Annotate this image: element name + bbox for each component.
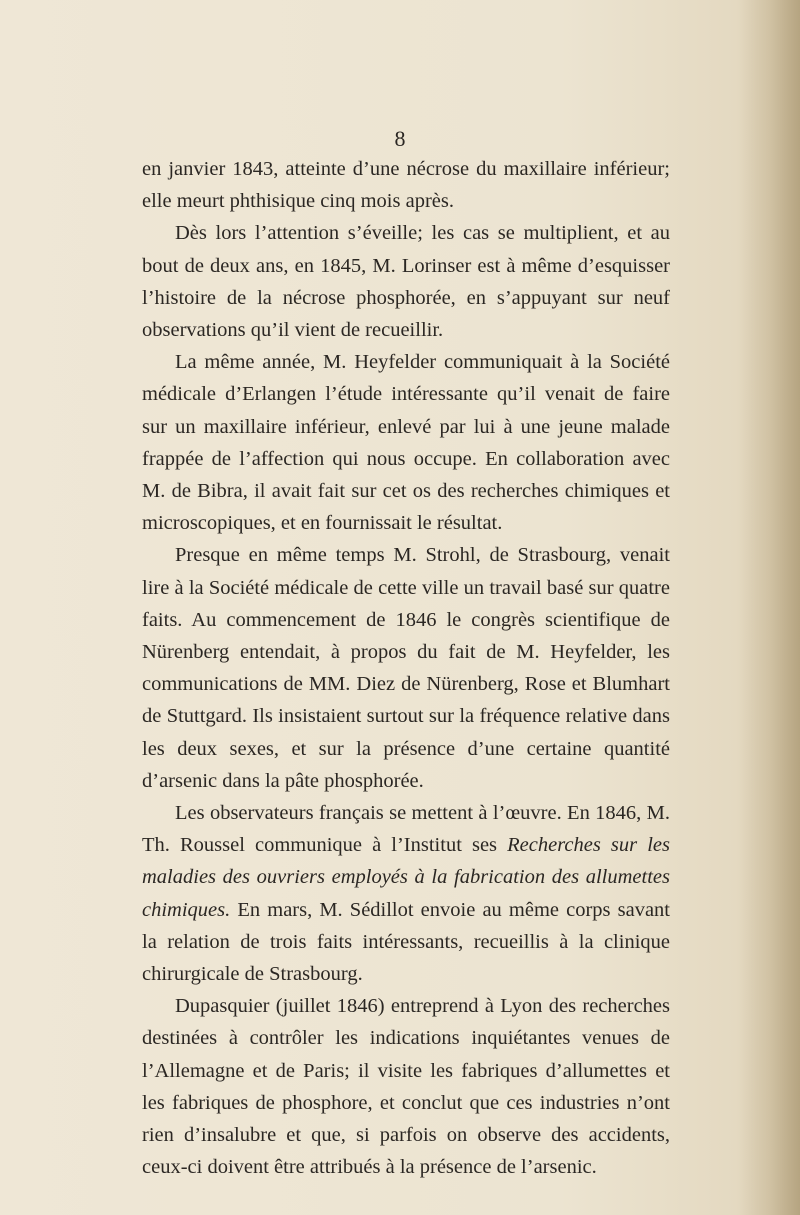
page-number: 8	[394, 126, 406, 151]
page-edge-shadow	[740, 0, 800, 1215]
paragraph-4-text: Presque en même temps M. Strohl, de Strasbourg, venait lire à la Société médicale de cette ville un travail basé sur quatre faits. Au commencement de 1846 le congrès scientifique de Nürenberg entendait, à propos du fait de M. Heyfelder, les communications de MM. Diez de Nürenberg, Rose et Blumhart de Stuttgard. Ils insistaient surtout sur la fréquence relative dans les deux sexes, et sur la présence d’une certaine quantité d’arsenic dans la pâte phosphorée.	[142, 544, 670, 792]
paragraph-4	[142, 539, 670, 797]
paragraph-2-text: Dès lors l’attention s’éveille; les cas se multiplient, et au bout de deux ans, en 1845, M. Lorinser est à même d’esquisser l’histoire de la nécrose phosphorée, en s’appuyant sur neuf observations qu’il vient de recueillir.	[142, 222, 670, 342]
paragraph-3-text: La même année, M. Heyfelder communiquait à la Société médicale d’Erlangen l’étude intéressante qu’il venait de faire sur un maxillaire inférieur, enlevé par lui à une jeune malade frappée de l’affection qui nous occupe. En collaboration avec M. de Bibra, il avait fait sur cet os des recherches chimiques et microscopiques, et en fournissait le résultat.	[142, 351, 670, 535]
paragraph-2	[142, 217, 670, 346]
paragraph-6	[142, 990, 670, 1183]
paragraph-1-text: en janvier 1843, atteinte d’une nécrose du maxillaire inférieur; elle meurt phthisique cinq mois après.	[142, 158, 670, 213]
paragraph-3	[142, 346, 670, 539]
paragraph-5-text-b: En mars, M. Sédillot envoie au même corps savant la relation de trois faits intéressants, recueillis à la clinique chirurgicale de Strasbourg.	[142, 898, 670, 986]
paragraph-5-text-a: Les observateurs français se mettent à l’œuvre. En 1846, M. Th. Roussel communique à l’Institut ses	[142, 802, 670, 857]
book-title: Recherches sur les maladies des ouvriers employés à la fabrication des allumettes chimiques.	[142, 834, 670, 921]
paragraph-5	[142, 797, 670, 990]
paragraph-6-text: Dupasquier (juillet 1846) entreprend à Lyon des recherches destinées à contrôler les indications inquiétantes venues de l’Allemagne et de Paris; il visite les fabriques d’allumettes et les fabriques de phosphore, et conclut que ces industries n’ont rien d’insalubre et que, si parfois on observe des accidents, ceux-ci doivent être attribués à la présence de l’arsenic.	[142, 995, 670, 1179]
body-text	[142, 153, 670, 1184]
paragraph-1	[142, 153, 670, 217]
